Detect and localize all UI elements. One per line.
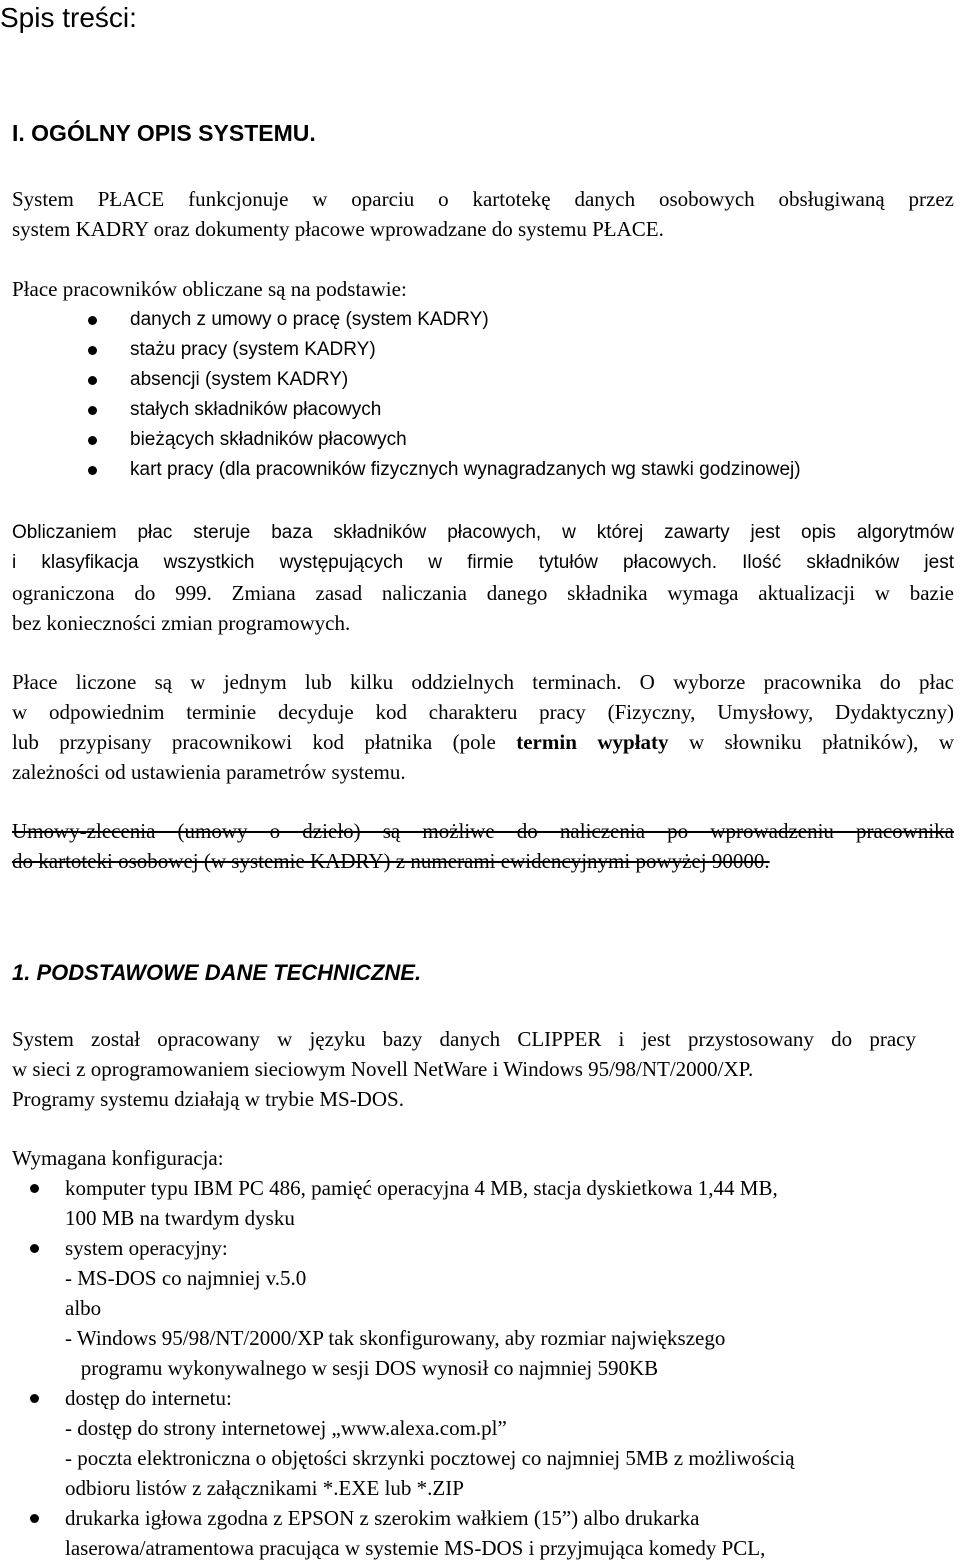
- para2-line-4: bez konieczności zmian programowych.: [12, 611, 351, 635]
- list-item: kart pracy (dla pracowników fizycznych wynagradzanych wg stawki godzinowej): [130, 459, 801, 480]
- config-item-line: - poczta elektroniczna o objętości skrzynki pocztowej co najmniej 5MB z możliwością: [65, 1446, 795, 1470]
- section-heading-1: I. OGÓLNY OPIS SYSTEMU.: [12, 120, 316, 146]
- tech-line-3: Programy systemu działają w trybie MS-DOS.: [12, 1087, 404, 1111]
- para2-line-3: ograniczona do 999. Zmiana zasad naliczania danego składnika wymaga aktualizacji w bazie: [12, 581, 954, 605]
- para3-bold-term: termin wypłaty: [516, 730, 669, 754]
- bullet-icon: [88, 376, 97, 385]
- config-item-line: - MS-DOS co najmniej v.5.0: [65, 1266, 307, 1290]
- strike-line-2: do kartoteki osobowej (w systemie KADRY) z numerami ewidencyjnymi powyżej 90000.: [12, 849, 770, 873]
- config-item-line: system operacyjny:: [65, 1236, 228, 1260]
- config-item-line: albo: [65, 1296, 102, 1320]
- bullet-icon: [88, 316, 97, 325]
- para3-line-3-after: w słowniku płatników), w: [668, 730, 954, 754]
- para2-line-1: Obliczaniem płac steruje baza składników płacowych, w której zawarty jest opis algorytmów: [12, 522, 954, 543]
- list-item: danych z umowy o pracę (system KADRY): [130, 309, 489, 330]
- config-item-line: komputer typu IBM PC 486, pamięć operacyjna 4 MB, stacja dyskietkowa 1,44 MB,: [65, 1176, 778, 1200]
- config-item-line: laserowa/atramentowa pracująca w systemie MS-DOS i przyjmująca komedy PCL,: [65, 1536, 766, 1560]
- config-item-line: dostęp do internetu:: [65, 1386, 232, 1410]
- tech-line-2: w sieci z oprogramowaniem sieciowym Novell NetWare i Windows 95/98/NT/2000/XP.: [12, 1057, 754, 1081]
- intro-line-1: System PŁACE funkcjonuje w oparciu o kartotekę danych osobowych obsługiwaną przez: [12, 187, 954, 211]
- bullet-icon: [30, 1184, 39, 1193]
- config-item-line: - dostęp do strony internetowej „www.alexa.com.pl”: [65, 1416, 507, 1440]
- bullet-icon: [88, 436, 97, 445]
- config-item-line: odbioru listów z załącznikami *.EXE lub *.ZIP: [65, 1476, 464, 1500]
- para3-line-3-before: lub przypisany pracownikowi kod płatnika (pole: [12, 730, 517, 754]
- para3-line-2: w odpowiednim terminie decyduje kod charakteru pracy (Fizyczny, Umysłowy, Dydaktyczny): [12, 700, 954, 724]
- bullet-icon: [30, 1394, 39, 1403]
- bullet-icon: [30, 1244, 39, 1253]
- config-label: Wymagana konfiguracja:: [12, 1146, 224, 1170]
- page-title: Spis treści:: [0, 2, 137, 33]
- para3-line-3: [12, 727, 954, 757]
- config-item-line: - Windows 95/98/NT/2000/XP tak skonfigurowany, aby rozmiar największego: [65, 1326, 726, 1350]
- list-item: absencji (system KADRY): [130, 369, 349, 390]
- section-heading-2: 1. PODSTAWOWE DANE TECHNICZNE.: [12, 960, 422, 985]
- list-item: bieżących składników płacowych: [130, 429, 407, 450]
- config-item-line: drukarka igłowa zgodna z EPSON z szerokim wałkiem (15”) albo drukarka: [65, 1506, 700, 1530]
- bullet-icon: [88, 466, 97, 475]
- list-item: stałych składników płacowych: [130, 399, 382, 420]
- bullet-icon: [88, 406, 97, 415]
- para3-line-4: zależności od ustawienia parametrów systemu.: [12, 760, 406, 784]
- intro-line-2: system KADRY oraz dokumenty płacowe wprowadzane do systemu PŁACE.: [12, 217, 664, 241]
- config-item-line: programu wykonywalnego w sesji DOS wynosił co najmniej 590KB: [65, 1356, 659, 1380]
- para3-line-1: Płace liczone są w jednym lub kilku oddzielnych terminach. O wyborze pracownika do płac: [12, 670, 954, 694]
- strike-line-1: Umowy-zlecenia (umowy o dzieło) są możliwe do naliczenia po wprowadzeniu pracownika: [12, 819, 954, 843]
- list-intro: Płace pracowników obliczane są na podstawie:: [12, 277, 407, 301]
- list-item: stażu pracy (system KADRY): [130, 339, 376, 360]
- bullet-icon: [88, 346, 97, 355]
- config-item-line: 100 MB na twardym dysku: [65, 1206, 295, 1230]
- para2-line-2: i klasyfikacja wszystkich występujących w firmie tytułów płacowych. Ilość składników jest: [12, 552, 954, 573]
- tech-line-1: System został opracowany w języku bazy danych CLIPPER i jest przystosowany do pracy: [12, 1027, 916, 1051]
- bullet-icon: [30, 1514, 39, 1523]
